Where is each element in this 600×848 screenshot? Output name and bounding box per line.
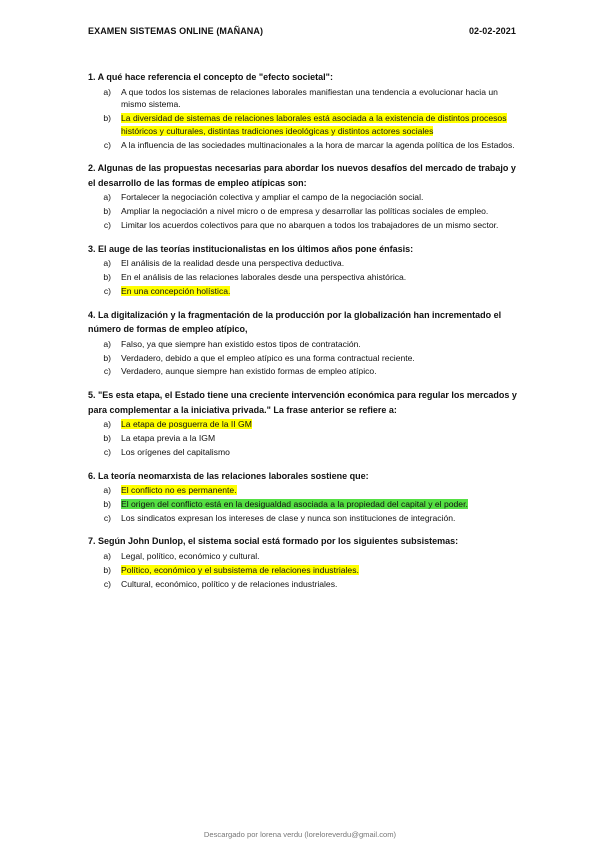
answer-option: [88, 365, 518, 378]
answer-option: [88, 446, 518, 459]
option-letter: b): [103, 352, 111, 363]
option-text: Político, económico y el subsistema de relaciones industriales.: [121, 564, 359, 575]
option-letter: c): [103, 139, 111, 150]
question-text: 1. A qué hace referencia el concepto de "efecto societal":: [88, 72, 333, 82]
option-text: El análisis de la realidad desde una perspectiva deductiva.: [121, 258, 345, 269]
option-letter: a): [103, 550, 111, 561]
answer-option: [88, 86, 518, 112]
option-text: Cultural, económico, político y de relaciones industriales.: [121, 578, 338, 589]
answer-option: [88, 418, 518, 431]
answer-option: [88, 512, 518, 525]
option-letter: b): [103, 564, 111, 575]
option-text: Los orígenes del capitalismo: [121, 446, 230, 457]
question-block: [88, 308, 518, 378]
option-letter: c): [103, 446, 111, 457]
answer-option: [88, 352, 518, 365]
option-text: La etapa previa a la IGM: [121, 432, 216, 443]
option-text: Verdadero, debido a que el empleo atípico es una forma contractual reciente.: [121, 352, 415, 363]
question-text: 6. La teoría neomarxista de las relaciones laborales sostiene que:: [88, 470, 369, 481]
answer-option: [88, 432, 518, 445]
option-letter: b): [103, 206, 111, 217]
option-letter: b): [103, 498, 111, 509]
question-text: 2. Algunas de las propuestas necesarias para abordar los nuevos desafíos del mercado de trabajo y el desarrollo de las formas de empleo atípicas son:: [88, 163, 516, 188]
download-footer: Descargado por lorena verdu (loreloreverdu@gmail.com): [203, 830, 397, 839]
exam-date: 02-02-2021: [468, 26, 516, 36]
option-letter: c): [103, 512, 111, 523]
answer-option: [88, 257, 518, 270]
option-letter: b): [103, 113, 111, 124]
answer-option: [88, 271, 518, 284]
option-text: Verdadero, aunque siempre han existido formas de empleo atípico.: [121, 366, 377, 377]
option-text: Falso, ya que siempre han existido estos tipos de contratación.: [121, 338, 361, 349]
answer-option: [88, 564, 518, 577]
question-block: [88, 242, 518, 298]
option-text: A que todos los sistemas de relaciones laborales manifiestan una tendencia a evolucionar hacia un mismo sistema.: [121, 86, 498, 110]
question-block: [88, 161, 518, 231]
question-text: 3. El auge de las teorías institucionalistas en los últimos años pone énfasis:: [88, 243, 414, 254]
answer-option: [88, 112, 518, 138]
option-text: Fortalecer la negociación colectiva y ampliar el campo de la negociación social.: [121, 192, 424, 203]
answer-option: [88, 219, 518, 232]
answer-option: [88, 338, 518, 351]
option-text: En el análisis de las relaciones laborales desde una perspectiva ahistórica.: [121, 272, 407, 283]
answer-option: [88, 205, 518, 218]
answer-option: [88, 191, 518, 204]
option-letter: a): [103, 192, 111, 203]
option-text: A la influencia de las sociedades multinacionales a la hora de marcar la agenda política de los Estados.: [121, 139, 515, 150]
answer-option: [88, 578, 518, 591]
question-text: 4. La digitalización y la fragmentación de la producción por la globalización han incrementado el número de formas de empleo atípico,: [88, 309, 502, 335]
answer-option: [88, 484, 518, 497]
answer-option: [88, 498, 518, 511]
option-text: Ampliar la negociación a nivel micro o de empresa y desarrollar las políticas sociales de empleo.: [121, 206, 489, 217]
question-text: 5. "Es esta etapa, el Estado tiene una creciente intervención económica para regular los mercados y para complementar a la iniciativa privada." La frase anterior se refiere a:: [88, 390, 517, 415]
question-list: [88, 70, 518, 600]
option-letter: c): [103, 220, 111, 231]
option-letter: c): [103, 285, 111, 296]
page-header: [88, 26, 516, 36]
option-letter: a): [103, 419, 111, 430]
answer-option: [88, 550, 518, 563]
option-letter: a): [103, 338, 111, 349]
option-text: El origen del conflicto está en la desigualdad asociada a la propiedad del capital y el poder.: [121, 498, 468, 509]
question-block: [88, 70, 518, 151]
option-letter: b): [103, 432, 111, 443]
option-text: En una concepción holística.: [121, 285, 231, 296]
option-text: Legal, político, económico y cultural.: [121, 550, 260, 561]
option-letter: a): [103, 258, 111, 269]
question-block: [88, 469, 518, 525]
option-text: Limitar los acuerdos colectivos para que no abarquen a todos los trabajadores de un mismo sector.: [121, 220, 499, 231]
question-text: 7. Según John Dunlop, el sistema social está formado por los siguientes subsistemas:: [88, 536, 459, 547]
option-text: La diversidad de sistemas de relaciones laborales está asociada a la existencia de distintos procesos históricos y culturales, distintas tradiciones ideológicas y distintos actores sociales: [121, 113, 507, 136]
question-block: [88, 388, 518, 458]
option-letter: a): [103, 485, 111, 496]
exam-title: EXAMEN SISTEMAS ONLINE (MAÑANA): [88, 26, 264, 36]
option-text: Los sindicatos expresan los intereses de clase y nunca son instituciones de integración.: [121, 512, 456, 523]
answer-option: [88, 285, 518, 298]
option-letter: b): [103, 272, 111, 283]
option-letter: c): [103, 366, 111, 377]
option-text: El conflicto no es permanente.: [121, 485, 237, 496]
option-text: La etapa de posguerra de la II GM: [121, 419, 252, 430]
answer-option: [88, 139, 518, 152]
option-letter: a): [103, 86, 111, 97]
option-letter: c): [103, 578, 111, 589]
question-block: [88, 534, 518, 590]
